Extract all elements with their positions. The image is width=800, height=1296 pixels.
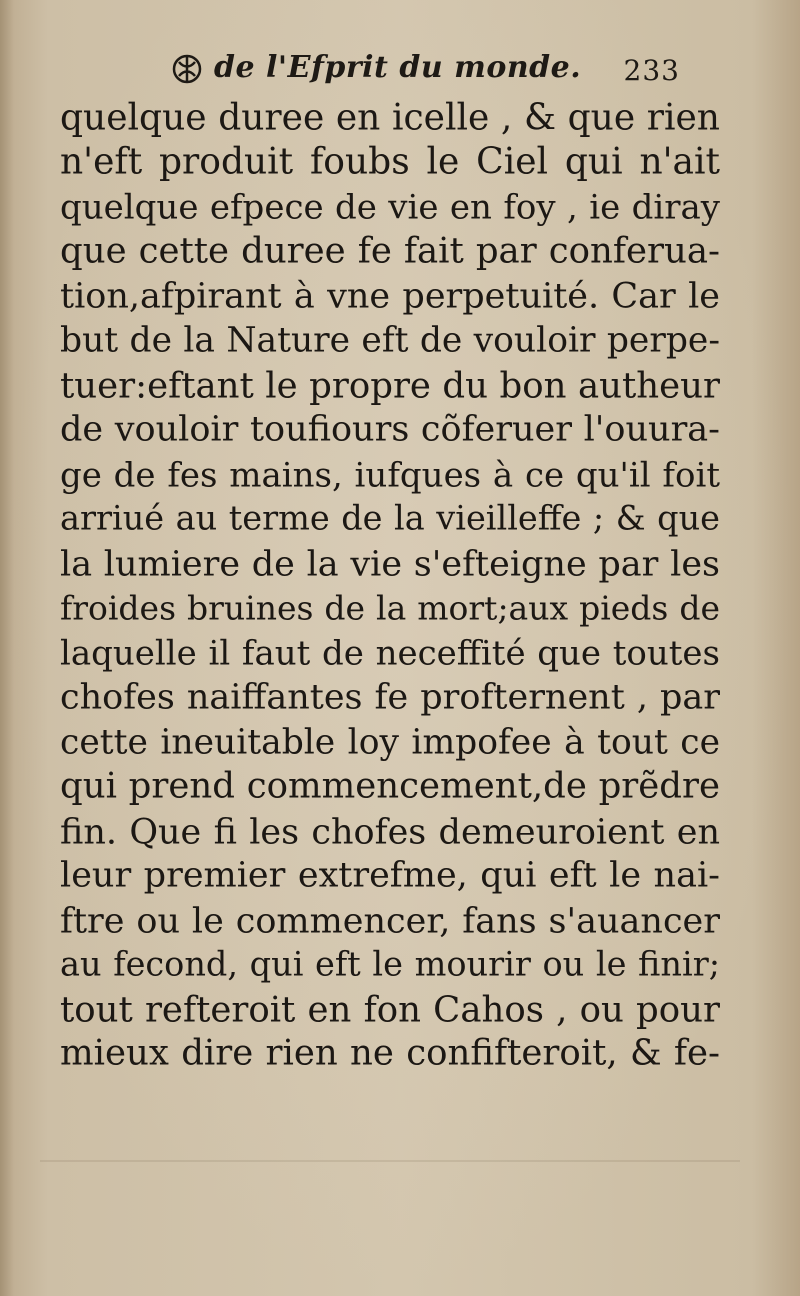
page-number: 233 (623, 54, 680, 87)
text-line: cette ineuitable loy impofee à tout ce (60, 722, 720, 763)
page-header (170, 48, 690, 98)
text-line: de vouloir toufiours cõferuer l'ouura- (60, 409, 720, 450)
fleuron-ornament-icon (170, 52, 204, 86)
text-line: ftre ou le commencer, fans s'auancer (60, 901, 720, 942)
text-line: qui prend commencement,de prẽdre (60, 765, 720, 807)
text-line: froides bruines de la mort;aux pieds de (60, 588, 720, 628)
text-line: mieux dire rien ne confifteroit, & fe- (60, 1032, 720, 1074)
page-fold-mark (40, 1160, 740, 1162)
text-line: tout refteroit en fon Cahos , ou pour (60, 989, 720, 1031)
text-line: laquelle il faut de neceffité que toutes (60, 633, 720, 674)
page-gutter-shadow (0, 0, 14, 1296)
text-line: chofes naiffantes fe profternent , par (60, 677, 720, 718)
text-line: tion,afpirant à vne perpetuité. Car le (60, 276, 720, 317)
running-title: de l'Efprit du monde. (214, 50, 582, 85)
text-line: arriué au terme de la vieilleffe ; & que (60, 498, 720, 538)
text-line: quelque efpece de vie en foy , ie diray (60, 187, 720, 228)
text-line: quelque duree en icelle , & que rien (60, 97, 720, 139)
text-line: la lumiere de la vie s'efteigne par les (60, 544, 720, 585)
text-line: leur premier extrefme, qui eft le nai- (60, 855, 720, 896)
body-text (60, 96, 720, 1077)
text-line: que cette duree fe fait par conferua- (60, 230, 720, 272)
text-line: fin. Que fi les chofes demeuroient en (60, 812, 720, 852)
text-line: n'eft produit foubs le Ciel qui n'ait (60, 141, 720, 183)
text-line: tuer:eftant le propre du bon autheur (60, 365, 720, 407)
text-line: au fecond, qui eft le mourir ou le finir; (60, 944, 720, 984)
text-line: ge de fes mains, iufques à ce qu'il foit (60, 455, 720, 496)
text-line: but de la Nature eft de vouloir perpe- (60, 320, 720, 361)
